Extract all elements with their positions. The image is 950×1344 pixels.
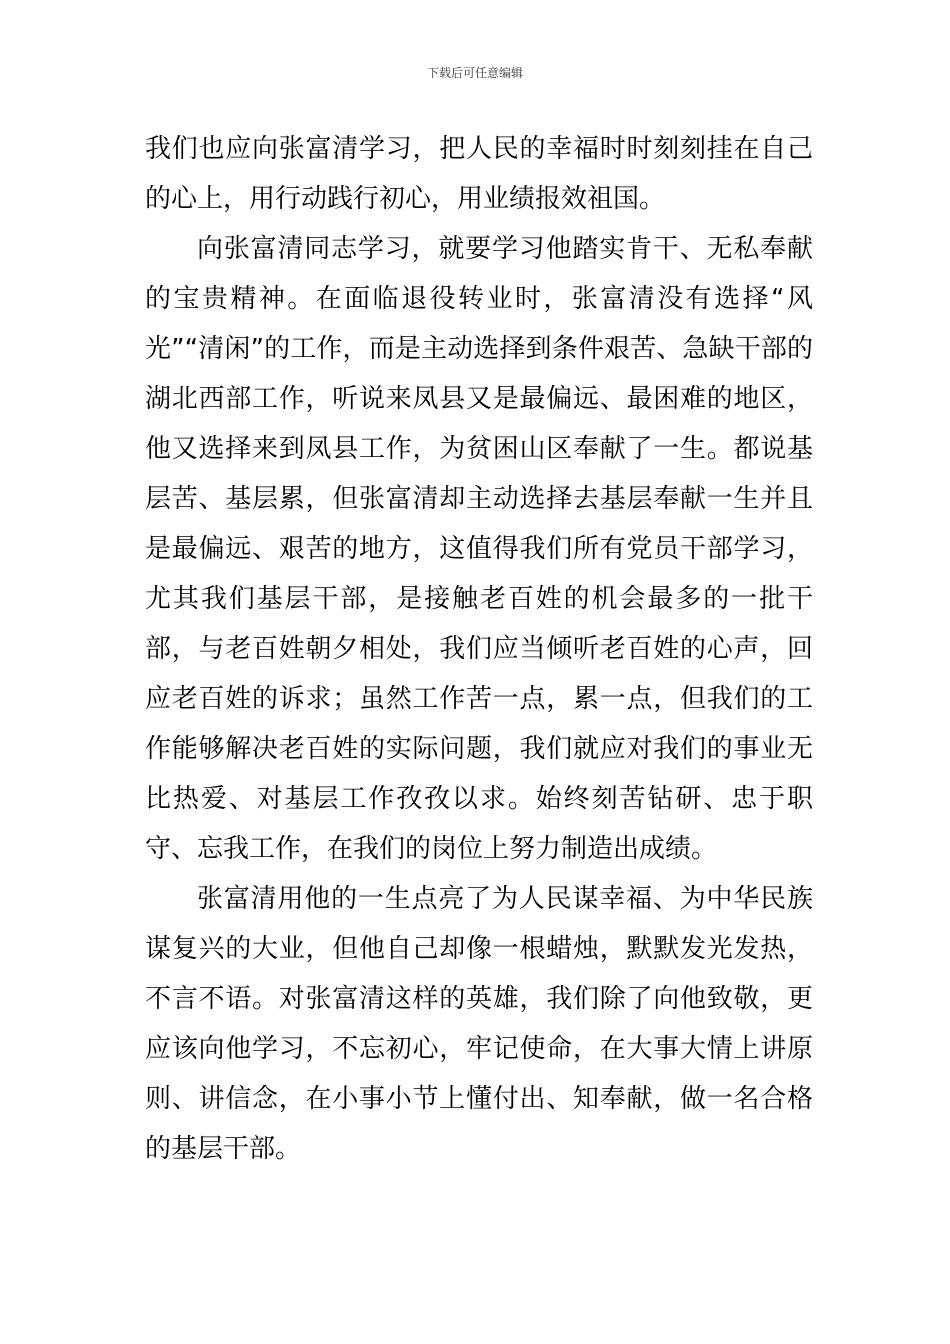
paragraph-1: 我们也应向张富清学习，把人民的幸福时时刻刻挂在自己的心上，用行动践行初心，用业绩报效祖国。 xyxy=(145,134,813,214)
paragraph-2: 向张富清同志学习，就要学习他踏实肯干、无私奉献的宝贵精神。在面临退役转业时，张富清没有选择“风光”“清闲”的工作，而是主动选择到条件艰苦、急缺干部的湖北西部工作，听说来凤县又是最偏远、最困难的地区，他又选择来到凤县工作，为贫困山区奉献了一生。都说基层苦、基层累，但张富清却主动选择去基层奉献一生并且是最偏远、艰苦的地方，这值得我们所有党员干部学习，尤其我们基层干部，是接触老百姓的机会最多的一批干部，与老百姓朝夕相处，我们应当倾听老百姓的心声，回应老百姓的诉求；虽然工作苦一点，累一点，但我们的工作能够解决老百姓的实际问题，我们就应对我们的事业无比热爱、对基层工作孜孜以求。始终刻苦钻研、忠于职守、忘我工作，在我们的岗位上努力制造出成绩。 xyxy=(145,234,813,864)
page-header-note: 下载后可任意编辑 xyxy=(426,66,523,80)
paragraph-3: 张富清用他的一生点亮了为人民谋幸福、为中华民族谋复兴的大业，但他自己却像一根蜡烛，默默发光发热，不言不语。对张富清这样的英雄，我们除了向他致敬，更应该向他学习，不忘初心，牢记使命，在大事大情上讲原则、讲信念，在小事小节上懂付出、知奉献，做一名合格的基层干部。 xyxy=(145,884,813,1164)
document-body xyxy=(145,124,813,1174)
